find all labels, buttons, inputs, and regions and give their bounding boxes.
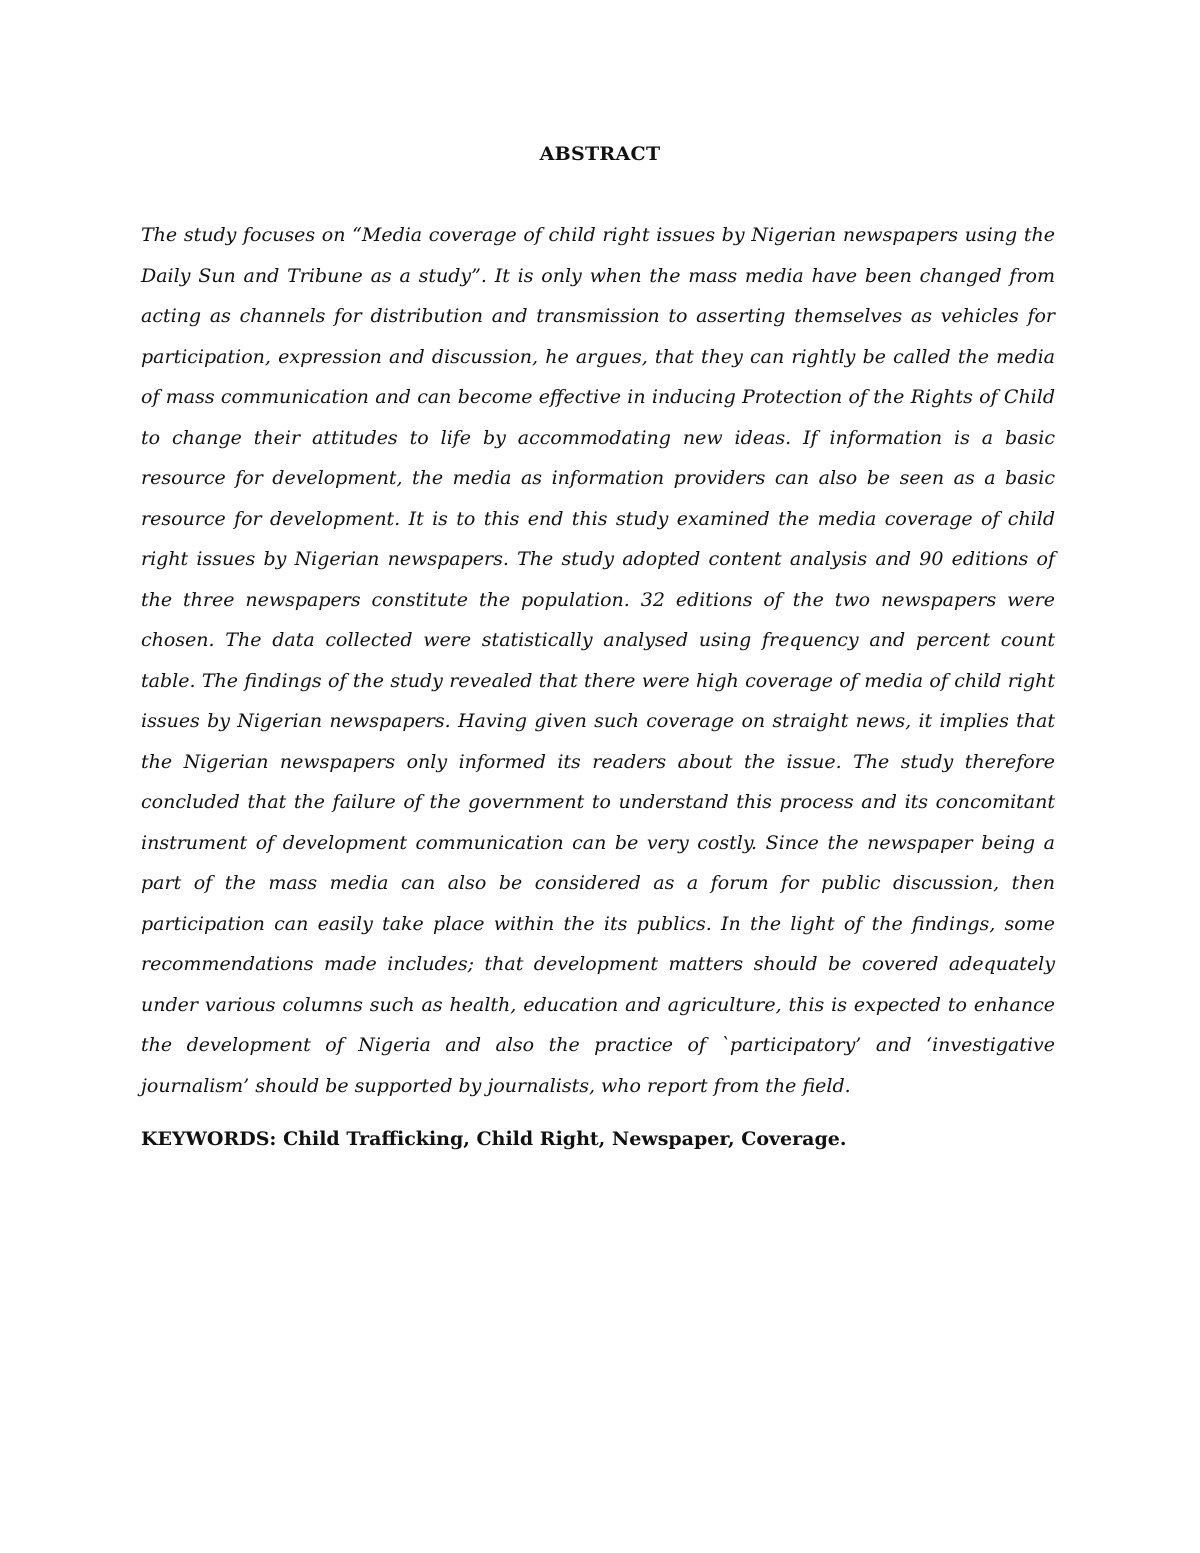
abstract-heading: ABSTRACT [539, 143, 661, 165]
abstract-paragraph: The study focuses on “Media coverage of child right issues by Nigerian newspapers using the Daily Sun and Tribune as a study”. It is only when the mass media have been changed from acting as channels for distribution and transmission to asserting themselves as vehicles for participation, expression and discussion, he argues, that they can rightly be called the media of mass communication and can become effective in inducing Protection of the Rights of Child to change their attitudes to life by accommodating new ideas. If information is a basic resource for development, the media as information providers can also be seen as a basic resource for development. It is to this end this study examined the media coverage of child right issues by Nigerian newspapers. The study adopted content analysis and 90 editions of the three newspapers constitute the population. 32 editions of the two newspapers were chosen. The data collected were statistically analysed using frequency and percent count table. The findings of the study revealed that there were high coverage of media of child right issues by Nigerian newspapers. Having given such coverage on straight news, it implies that the Nigerian newspapers only informed its readers about the issue. The study therefore concluded that the failure of the government to understand this process and its concomitant instrument of development communication can be very costly. Since the newspaper being a part of the mass media can also be considered as a forum for public discussion, then participation can easily take place within the its publics. In the light of the findings, some recommendations made includes; that development matters should be covered adequately under various columns such as health, education and agriculture, this is expected to enhance the development of Nigeria and also the practice of `participatory’ and ‘investigative journalism’ should be supported by journalists, who report from the field. [141, 224, 1055, 1097]
keywords-line: KEYWORDS: Child Trafficking, Child Right, Newspaper, Coverage. [141, 1128, 847, 1150]
